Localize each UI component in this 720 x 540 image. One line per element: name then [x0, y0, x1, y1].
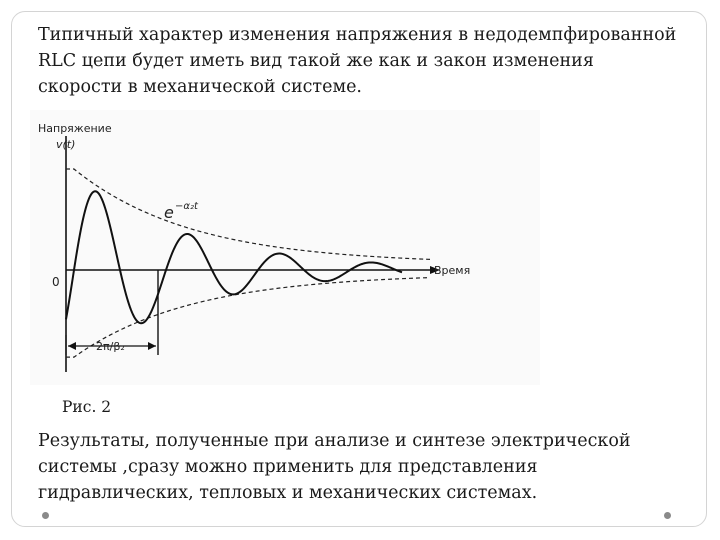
y-axis-label: Напряжение: [38, 122, 112, 135]
oscillation-plot: [30, 110, 540, 385]
voltage-curve: [66, 191, 402, 323]
figure-caption: Рис. 2: [62, 398, 112, 416]
decoration-dot-right: [664, 512, 671, 519]
period-label: 2π/β₂: [96, 340, 125, 353]
decoration-dot-left: [42, 512, 49, 519]
origin-label: 0: [52, 275, 60, 289]
body-paragraph: Результаты, полученные при анализе и синтезе электрической системы ,сразу можно применить для представления гидравлических, тепловых и механических системах.: [38, 431, 631, 503]
upper-envelope: [66, 169, 430, 259]
y-axis-symbol: v(t): [56, 138, 76, 151]
envelope-exponent-label: −α₂t: [175, 201, 198, 212]
period-arrow-right: [148, 342, 156, 350]
damped-oscillation-figure: [30, 110, 540, 385]
period-arrow-left: [68, 342, 76, 350]
x-axis-label: Время: [434, 264, 471, 277]
envelope-base-label: e: [164, 203, 174, 222]
slide-title: Типичный характер изменения напряжения в недодемпфированной RLC цепи будет иметь вид такой же как и закон изменения скорости в механической системе.: [38, 25, 677, 97]
